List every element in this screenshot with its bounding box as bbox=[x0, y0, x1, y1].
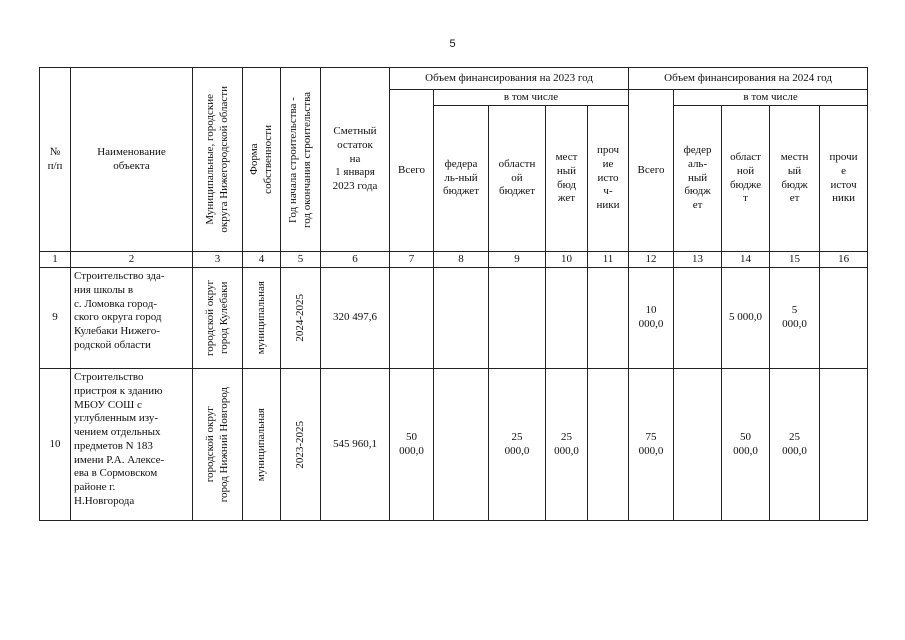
other-2024 bbox=[820, 268, 868, 369]
municipal-district: городской округ город Кулебаки bbox=[193, 268, 243, 369]
header-other-2023: проч ие исто ч- ники bbox=[588, 106, 629, 252]
header-total-2024: Всего bbox=[629, 90, 674, 252]
header-federal-2023: федера ль-ный бюджет bbox=[434, 106, 489, 252]
local-2024: 25 000,0 bbox=[770, 369, 820, 521]
column-number: 3 bbox=[193, 252, 243, 268]
column-number: 1 bbox=[40, 252, 71, 268]
object-name: Строительство зда- ния школы в с. Ломовка город- ского округа город Кулебаки Нижего- родской области bbox=[71, 268, 193, 369]
header-fin-2024: Объем финансирования на 2024 год bbox=[629, 68, 868, 90]
column-number: 4 bbox=[243, 252, 281, 268]
column-number: 6 bbox=[321, 252, 390, 268]
header-local-2024: местн ый бюдж ет bbox=[770, 106, 820, 252]
regional-2024: 5 000,0 bbox=[722, 268, 770, 369]
column-number: 10 bbox=[546, 252, 588, 268]
other-2023 bbox=[588, 268, 629, 369]
regional-2023 bbox=[489, 268, 546, 369]
header-total-2023: Всего bbox=[390, 90, 434, 252]
total-2024: 75 000,0 bbox=[629, 369, 674, 521]
estimate-balance: 545 960,1 bbox=[321, 369, 390, 521]
regional-2024: 50 000,0 bbox=[722, 369, 770, 521]
row-number: 9 bbox=[40, 268, 71, 369]
column-number: 11 bbox=[588, 252, 629, 268]
header-num: № п/п bbox=[40, 68, 71, 252]
ownership-form: муниципальная bbox=[243, 369, 281, 521]
column-number: 14 bbox=[722, 252, 770, 268]
column-number: 5 bbox=[281, 252, 321, 268]
column-number: 12 bbox=[629, 252, 674, 268]
total-2023: 50 000,0 bbox=[390, 369, 434, 521]
header-incl-2023: в том числе bbox=[434, 90, 629, 106]
column-number: 2 bbox=[71, 252, 193, 268]
header-federal-2024: федер аль- ный бюдж ет bbox=[674, 106, 722, 252]
column-number: 7 bbox=[390, 252, 434, 268]
header-name: Наименование объекта bbox=[71, 68, 193, 252]
header-ownership: Форма собственности bbox=[243, 68, 281, 252]
header-regional-2024: област ной бюдже т bbox=[722, 106, 770, 252]
header-incl-2024: в том числе bbox=[674, 90, 868, 106]
regional-2023: 25 000,0 bbox=[489, 369, 546, 521]
header-municipal: Муниципальные, городские округа Нижегородской области bbox=[193, 68, 243, 252]
column-number: 13 bbox=[674, 252, 722, 268]
column-number: 8 bbox=[434, 252, 489, 268]
header-fin-2023: Объем финансирования на 2023 год bbox=[390, 68, 629, 90]
financing-table bbox=[39, 67, 868, 521]
other-2023 bbox=[588, 369, 629, 521]
object-name: Строительство пристроя к зданию МБОУ СОШ с углубленным изу- чением отдельных предметов N 183 имени Р.А. Алексе- ева в Сормовском районе г. Н.Новгорода bbox=[71, 369, 193, 521]
page-number: 5 bbox=[449, 38, 456, 50]
federal-2023 bbox=[434, 268, 489, 369]
column-numbers-row bbox=[40, 252, 868, 268]
ownership-form: муниципальная bbox=[243, 268, 281, 369]
column-number: 15 bbox=[770, 252, 820, 268]
construction-years: 2023-2025 bbox=[281, 369, 321, 521]
table-row bbox=[40, 268, 868, 369]
row-number: 10 bbox=[40, 369, 71, 521]
federal-2024 bbox=[674, 369, 722, 521]
header-local-2023: мест ный бюд жет bbox=[546, 106, 588, 252]
header-years: Год начала строительства - год окончания строительства bbox=[281, 68, 321, 252]
local-2023: 25 000,0 bbox=[546, 369, 588, 521]
total-2023 bbox=[390, 268, 434, 369]
header-regional-2023: областн ой бюджет bbox=[489, 106, 546, 252]
column-number: 9 bbox=[489, 252, 546, 268]
federal-2024 bbox=[674, 268, 722, 369]
header-other-2024: прочи е источ ники bbox=[820, 106, 868, 252]
construction-years: 2024-2025 bbox=[281, 268, 321, 369]
local-2024: 5 000,0 bbox=[770, 268, 820, 369]
municipal-district: городской округ город Нижний Новгород bbox=[193, 369, 243, 521]
table-row bbox=[40, 369, 868, 521]
local-2023 bbox=[546, 268, 588, 369]
column-number: 16 bbox=[820, 252, 868, 268]
federal-2023 bbox=[434, 369, 489, 521]
total-2024: 10 000,0 bbox=[629, 268, 674, 369]
estimate-balance: 320 497,6 bbox=[321, 268, 390, 369]
header-estimate: Сметный остаток на 1 января 2023 года bbox=[321, 68, 390, 252]
other-2024 bbox=[820, 369, 868, 521]
